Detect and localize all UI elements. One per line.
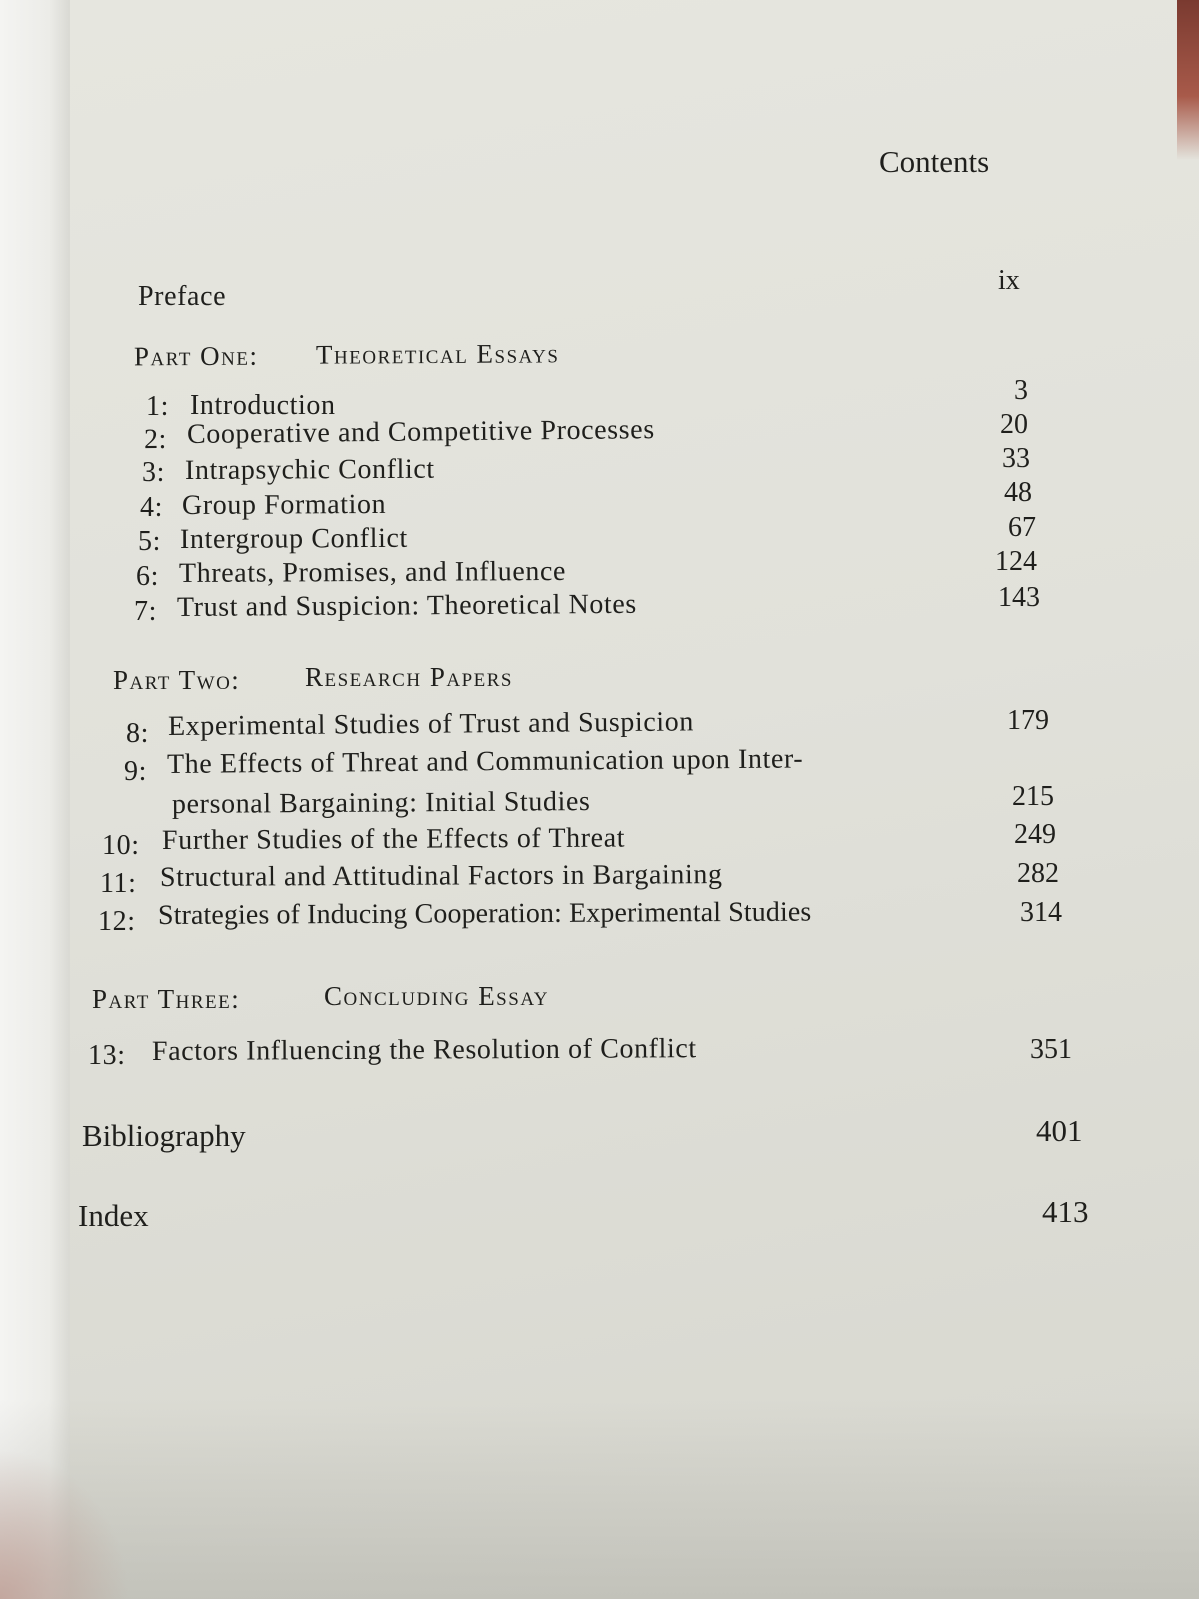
chapter-2-page: 20 <box>1000 409 1028 440</box>
chapter-2-title: Cooperative and Competitive Processes <box>186 414 655 450</box>
chapter-11-number: 11: <box>100 868 137 899</box>
chapter-7-title: Trust and Suspicion: Theoretical Notes <box>176 588 637 623</box>
chapter-13-page: 351 <box>1030 1034 1072 1065</box>
bibliography-label: Bibliography <box>82 1118 246 1153</box>
chapter-12-page: 314 <box>1020 897 1062 928</box>
chapter-3-number: 3: <box>142 457 165 488</box>
index-page: 413 <box>1042 1194 1089 1229</box>
part-one-subtitle: Theoretical Essays <box>315 338 560 370</box>
chapter-8-title: Experimental Studies of Trust and Suspicion <box>167 706 695 742</box>
part-three-heading: Part Three: <box>92 984 241 1014</box>
chapter-7-number: 7: <box>134 596 157 627</box>
chapter-10-page: 249 <box>1014 819 1056 850</box>
chapter-1-title: Introduction <box>190 390 336 421</box>
chapter-3-page: 33 <box>1002 443 1030 474</box>
chapter-8-number: 8: <box>126 718 149 749</box>
corner-shadow <box>0 1449 130 1599</box>
chapter-11-page: 282 <box>1017 858 1059 889</box>
chapter-3-title: Intrapsychic Conflict <box>184 453 435 486</box>
chapter-1-page: 3 <box>1014 375 1028 406</box>
chapter-5-title: Intergroup Conflict <box>179 522 408 555</box>
chapter-1-number: 1: <box>146 391 169 422</box>
chapter-8-page: 179 <box>1007 705 1049 736</box>
facing-page-edge <box>0 0 70 1599</box>
part-two-heading: Part Two: <box>113 665 241 695</box>
chapter-12-number: 12: <box>98 906 136 937</box>
chapter-5-page: 67 <box>1008 512 1036 543</box>
chapter-6-title: Threats, Promises, and Influence <box>178 555 567 589</box>
preface-page: ix <box>998 265 1020 296</box>
chapter-9-title-continued: personal Bargaining: Initial Studies <box>171 786 591 820</box>
bibliography-page: 401 <box>1036 1113 1083 1148</box>
page-shadow <box>0 1399 1199 1599</box>
part-three-subtitle: Concluding Essay <box>324 981 550 1011</box>
chapter-9-page: 215 <box>1012 781 1054 812</box>
preface-label: Preface <box>138 281 227 312</box>
chapter-4-number: 4: <box>140 492 163 523</box>
chapter-5-number: 5: <box>138 526 161 557</box>
chapter-7-page: 143 <box>998 582 1040 613</box>
chapter-6-number: 6: <box>136 561 159 592</box>
chapter-4-title: Group Formation <box>181 488 387 521</box>
chapter-12-title: Strategies of Inducing Cooperation: Experimental Studies <box>157 896 812 931</box>
chapter-2-number: 2: <box>143 423 168 456</box>
chapter-9-title: The Effects of Threat and Communication upon Inter- <box>166 743 804 780</box>
part-one-heading: Part One: <box>133 340 259 372</box>
chapter-6-page: 124 <box>995 546 1037 577</box>
cover-edge <box>1177 0 1199 160</box>
part-two-subtitle: Research Papers <box>305 662 513 692</box>
chapter-10-number: 10: <box>102 830 140 861</box>
index-label: Index <box>78 1198 149 1233</box>
chapter-13-title: Factors Influencing the Resolution of Conflict <box>151 1033 697 1067</box>
chapter-13-number: 13: <box>88 1040 126 1071</box>
chapter-4-page: 48 <box>1004 477 1032 508</box>
chapter-10-title: Further Studies of the Effects of Threat <box>161 822 626 856</box>
chapter-11-title: Structural and Attitudinal Factors in Bargaining <box>159 859 723 893</box>
chapter-9-number: 9: <box>124 756 147 787</box>
page-title: Contents <box>879 144 990 179</box>
